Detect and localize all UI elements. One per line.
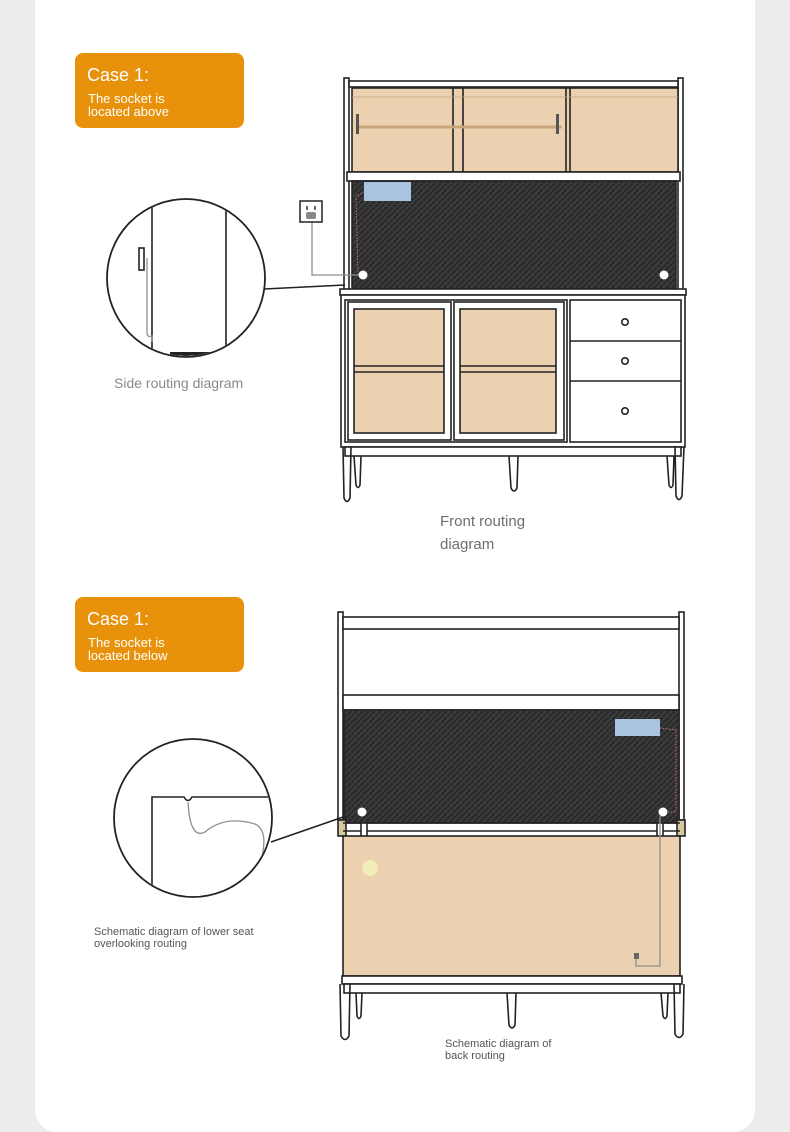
case-below-badge bbox=[75, 597, 244, 672]
lower-seat-caption bbox=[94, 926, 254, 950]
front-routing-line2: diagram bbox=[440, 536, 495, 553]
front-routing-caption bbox=[440, 510, 525, 556]
back-cabinet-drawing bbox=[338, 612, 685, 1040]
case-above-subtitle: The socket is located above bbox=[88, 91, 169, 119]
lower-seat-magnifier bbox=[114, 739, 346, 900]
wall-socket-icon bbox=[300, 201, 322, 222]
lower-seat-line2: overlooking routing bbox=[94, 938, 187, 950]
case-below-subtitle: The socket is located below bbox=[88, 635, 168, 663]
case-above-title: Case 1: bbox=[87, 65, 150, 85]
back-routing-line1: Schematic diagram of bbox=[445, 1038, 552, 1050]
power-box-top bbox=[364, 182, 411, 201]
side-routing-caption: Side routing diagram bbox=[114, 375, 244, 391]
back-routing-line2: back routing bbox=[445, 1050, 505, 1062]
power-box-bottom bbox=[615, 719, 660, 736]
back-routing-caption bbox=[445, 1038, 551, 1062]
case-below-title: Case 1: bbox=[87, 609, 150, 629]
lower-seat-line1: Schematic diagram of lower seat bbox=[94, 926, 254, 938]
front-cabinet-drawing bbox=[312, 78, 686, 502]
front-routing-line1: Front routing bbox=[440, 513, 526, 530]
